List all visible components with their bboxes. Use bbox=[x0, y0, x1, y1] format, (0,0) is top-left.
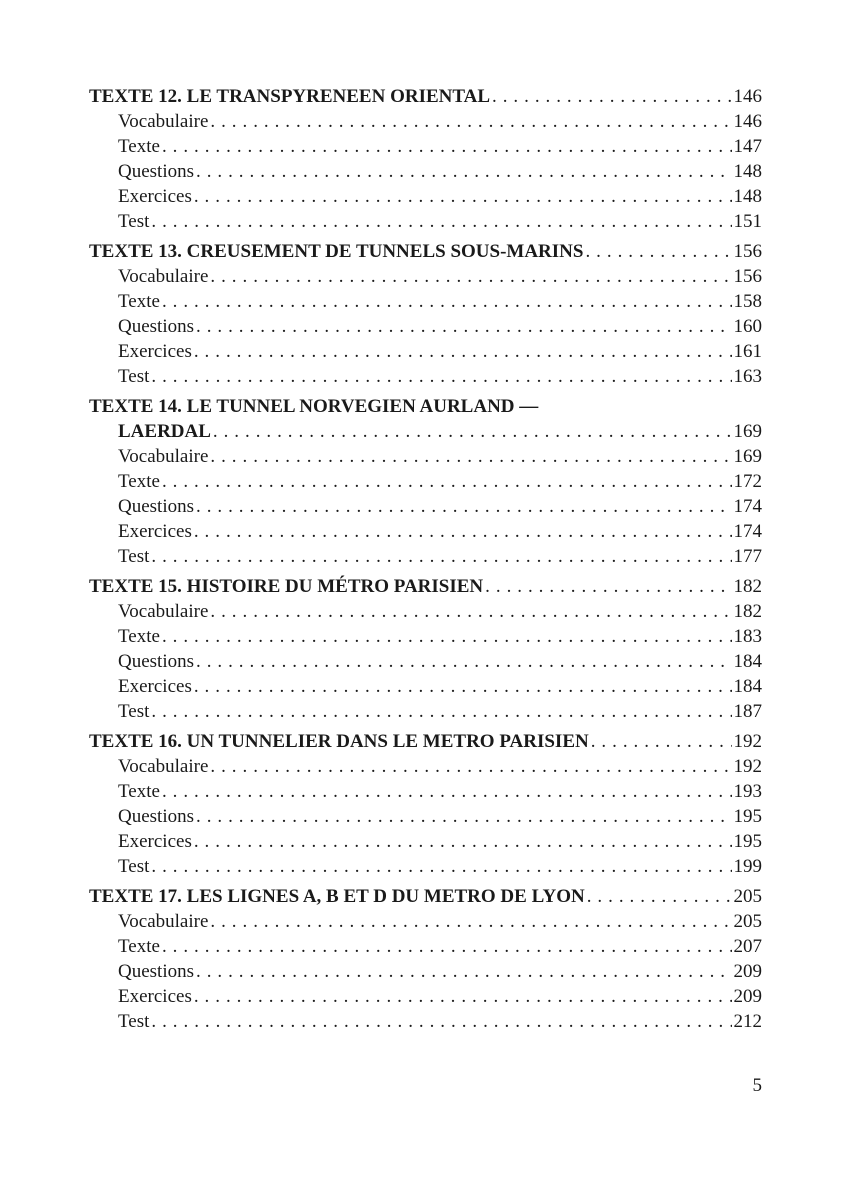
toc-entry-page: 156 bbox=[733, 266, 762, 287]
toc-entry-page: 161 bbox=[733, 341, 762, 362]
dot-leader bbox=[162, 934, 732, 959]
toc-entry bbox=[89, 364, 762, 389]
toc-entry bbox=[89, 934, 762, 959]
toc-entry-label: Vocabulaire bbox=[118, 911, 209, 932]
toc-entry bbox=[89, 624, 762, 649]
toc-heading-page: 205 bbox=[733, 886, 762, 907]
toc-heading bbox=[89, 574, 762, 599]
toc-heading-page: 182 bbox=[733, 576, 762, 597]
toc-entry-page: 174 bbox=[733, 521, 762, 542]
dot-leader bbox=[194, 339, 732, 364]
toc-entry-label: Test bbox=[118, 211, 150, 232]
toc-entry-label: Questions bbox=[118, 161, 194, 182]
toc-entry-page: 195 bbox=[733, 831, 762, 852]
toc-entry-label: Vocabulaire bbox=[118, 266, 209, 287]
toc-entry-label: Test bbox=[118, 1011, 150, 1032]
toc-entry-page: 172 bbox=[733, 471, 762, 492]
dot-leader bbox=[151, 854, 731, 879]
toc-heading bbox=[89, 239, 762, 264]
toc-entry bbox=[89, 779, 762, 804]
toc-entry bbox=[89, 494, 762, 519]
toc-entry-page: 147 bbox=[733, 136, 762, 157]
toc-heading bbox=[89, 884, 762, 909]
toc-entry bbox=[89, 909, 762, 934]
dot-leader bbox=[585, 239, 731, 264]
toc-entry-page: 199 bbox=[733, 856, 762, 877]
toc-entry-page: 207 bbox=[733, 936, 762, 957]
dot-leader bbox=[196, 314, 732, 339]
toc-entry-page: 183 bbox=[733, 626, 762, 647]
toc-heading-label: TEXTE 13. CREUSEMENT DE TUNNELS SOUS-MARINS bbox=[89, 241, 584, 262]
toc-entry-label: Texte bbox=[118, 781, 160, 802]
toc-entry-page: 148 bbox=[733, 186, 762, 207]
toc-entry-label: Texte bbox=[118, 471, 160, 492]
toc-entry bbox=[89, 1009, 762, 1034]
dot-leader bbox=[162, 134, 732, 159]
dot-leader bbox=[210, 909, 731, 934]
dot-leader bbox=[194, 519, 732, 544]
dot-leader bbox=[196, 649, 732, 674]
toc-entry-label: Vocabulaire bbox=[118, 446, 209, 467]
toc-entry-page: 184 bbox=[733, 676, 762, 697]
dot-leader bbox=[210, 444, 731, 469]
toc-entry-label: Test bbox=[118, 546, 150, 567]
toc-heading-label: TEXTE 17. LES LIGNES A, B ET D DU METRO DE LYON bbox=[89, 886, 585, 907]
toc-heading-continuation bbox=[89, 419, 762, 444]
toc-entry-label: Exercices bbox=[118, 186, 192, 207]
toc-entry bbox=[89, 519, 762, 544]
toc-heading bbox=[89, 729, 762, 754]
toc-entry bbox=[89, 289, 762, 314]
toc-heading-page: 156 bbox=[733, 241, 762, 262]
toc-entry bbox=[89, 184, 762, 209]
toc-entry bbox=[89, 854, 762, 879]
toc-entry-page: 187 bbox=[733, 701, 762, 722]
toc-entry-label: Texte bbox=[118, 136, 160, 157]
toc-entry bbox=[89, 264, 762, 289]
toc-section bbox=[89, 84, 762, 234]
dot-leader bbox=[194, 184, 732, 209]
dot-leader bbox=[151, 209, 731, 234]
toc-entry bbox=[89, 544, 762, 569]
toc-entry-page: 184 bbox=[733, 651, 762, 672]
toc-entry-page: 160 bbox=[733, 316, 762, 337]
toc-entry-label: Test bbox=[118, 856, 150, 877]
toc-entry-label: Test bbox=[118, 366, 150, 387]
toc-entry bbox=[89, 984, 762, 1009]
toc-entry-page: 205 bbox=[733, 911, 762, 932]
toc-entry bbox=[89, 599, 762, 624]
toc-entry-label: Exercices bbox=[118, 521, 192, 542]
toc-heading-label: TEXTE 14. LE TUNNEL NORVEGIEN AURLAND — bbox=[89, 396, 539, 417]
dot-leader bbox=[587, 884, 732, 909]
toc-entry-page: 146 bbox=[733, 111, 762, 132]
dot-leader bbox=[162, 469, 732, 494]
toc-entry-page: 209 bbox=[733, 961, 762, 982]
toc-entry-label: Vocabulaire bbox=[118, 756, 209, 777]
toc-entry-page: 195 bbox=[733, 806, 762, 827]
toc-entry-label: Exercices bbox=[118, 676, 192, 697]
toc-entry-page: 177 bbox=[733, 546, 762, 567]
toc-entry-label: Questions bbox=[118, 496, 194, 517]
dot-leader bbox=[162, 624, 732, 649]
toc-entry-label: Questions bbox=[118, 961, 194, 982]
toc-section bbox=[89, 729, 762, 879]
toc-entry bbox=[89, 674, 762, 699]
toc-heading-page: 146 bbox=[733, 86, 762, 107]
dot-leader bbox=[196, 959, 732, 984]
toc-heading-continuation-page: 169 bbox=[733, 421, 762, 442]
toc-entry-label: Exercices bbox=[118, 341, 192, 362]
toc-entry bbox=[89, 649, 762, 674]
toc-entry-page: 212 bbox=[733, 1011, 762, 1032]
toc-entry-label: Texte bbox=[118, 291, 160, 312]
dot-leader bbox=[210, 109, 731, 134]
toc-entry-label: Vocabulaire bbox=[118, 111, 209, 132]
toc-entry-label: Questions bbox=[118, 651, 194, 672]
toc-entry-label: Texte bbox=[118, 626, 160, 647]
toc-entry bbox=[89, 314, 762, 339]
toc-section bbox=[89, 394, 762, 569]
dot-leader bbox=[194, 984, 732, 1009]
dot-leader bbox=[492, 84, 731, 109]
dot-leader bbox=[210, 599, 731, 624]
dot-leader bbox=[151, 1009, 731, 1034]
toc-heading-page: 192 bbox=[733, 731, 762, 752]
toc-section bbox=[89, 239, 762, 389]
toc-entry-label: Questions bbox=[118, 806, 194, 827]
toc-entry bbox=[89, 469, 762, 494]
toc-entry-label: Exercices bbox=[118, 986, 192, 1007]
toc-entry bbox=[89, 754, 762, 779]
toc-entry-label: Texte bbox=[118, 936, 160, 957]
toc-entry-page: 174 bbox=[733, 496, 762, 517]
toc-entry-page: 151 bbox=[733, 211, 762, 232]
dot-leader bbox=[213, 419, 732, 444]
dot-leader bbox=[151, 544, 731, 569]
dot-leader bbox=[194, 674, 732, 699]
toc-entry bbox=[89, 109, 762, 134]
toc-entry-page: 209 bbox=[733, 986, 762, 1007]
toc-entry bbox=[89, 134, 762, 159]
toc-entry-label: Test bbox=[118, 701, 150, 722]
page-number: 5 bbox=[752, 1075, 762, 1096]
dot-leader bbox=[194, 829, 732, 854]
dot-leader bbox=[196, 159, 732, 184]
toc-section bbox=[89, 574, 762, 724]
toc-entry-label: Exercices bbox=[118, 831, 192, 852]
toc-heading bbox=[89, 84, 762, 109]
toc-entry-page: 182 bbox=[733, 601, 762, 622]
dot-leader bbox=[485, 574, 731, 599]
toc-entry-page: 158 bbox=[733, 291, 762, 312]
toc-entry bbox=[89, 339, 762, 364]
dot-leader bbox=[196, 804, 732, 829]
toc-entry-page: 148 bbox=[733, 161, 762, 182]
dot-leader bbox=[162, 289, 732, 314]
toc-entry bbox=[89, 699, 762, 724]
dot-leader bbox=[162, 779, 732, 804]
toc-entry-page: 193 bbox=[733, 781, 762, 802]
dot-leader bbox=[210, 754, 731, 779]
toc-heading-label: TEXTE 15. HISTOIRE DU MÉTRO PARISIEN bbox=[89, 576, 484, 597]
toc-entry bbox=[89, 804, 762, 829]
table-of-contents bbox=[89, 84, 762, 1039]
dot-leader bbox=[210, 264, 731, 289]
toc-entry bbox=[89, 159, 762, 184]
toc-heading-label: TEXTE 16. UN TUNNELIER DANS LE METRO PARISIEN bbox=[89, 731, 589, 752]
toc-section bbox=[89, 884, 762, 1034]
dot-leader bbox=[591, 729, 732, 754]
toc-heading bbox=[89, 394, 762, 419]
toc-heading-label: TEXTE 12. LE TRANSPYRENEEN ORIENTAL bbox=[89, 86, 491, 107]
toc-entry bbox=[89, 959, 762, 984]
toc-entry bbox=[89, 209, 762, 234]
dot-leader bbox=[196, 494, 732, 519]
toc-entry bbox=[89, 444, 762, 469]
toc-heading-continuation-label: LAERDAL bbox=[118, 421, 211, 442]
dot-leader bbox=[151, 364, 731, 389]
toc-entry-page: 169 bbox=[733, 446, 762, 467]
toc-entry-label: Vocabulaire bbox=[118, 601, 209, 622]
toc-entry-page: 163 bbox=[733, 366, 762, 387]
toc-entry-label: Questions bbox=[118, 316, 194, 337]
dot-leader bbox=[151, 699, 731, 724]
toc-entry bbox=[89, 829, 762, 854]
toc-entry-page: 192 bbox=[733, 756, 762, 777]
